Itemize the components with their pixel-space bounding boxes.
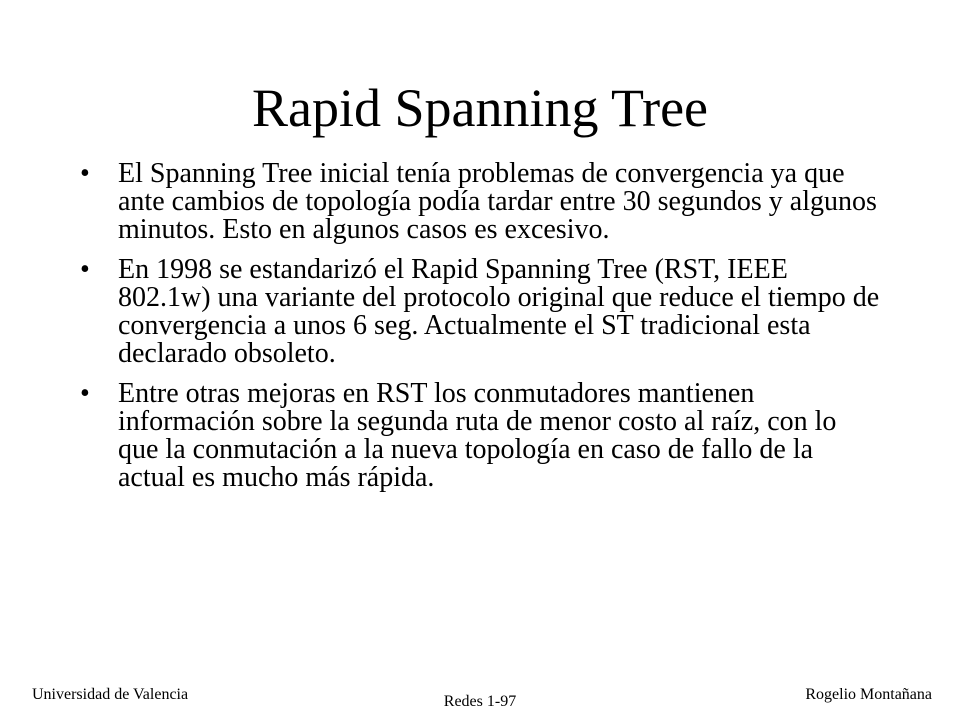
bullet-item	[80, 256, 880, 368]
bullet-text: En 1998 se estandarizó el Rapid Spanning Tree (RST, IEEE 802.1w) una variante del protocolo original que reduce el tiempo de convergencia a unos 6 seg. Actualmente el ST tradicional esta declarado obsoleto.	[118, 254, 880, 369]
bullet-text: Entre otras mejoras en RST los conmutadores mantienen información sobre la segunda ruta de menor costo al raíz, con lo que la conmutación a la nueva topología en caso de fallo de la actual es mucho más rápida.	[118, 378, 837, 493]
bullet-marker: •	[80, 254, 90, 285]
bullet-item	[80, 160, 880, 244]
bullet-marker: •	[80, 378, 90, 409]
footer-page-number: Redes 1-97	[443, 693, 517, 710]
bullet-list	[80, 160, 880, 504]
bullet-text: El Spanning Tree inicial tenía problemas de convergencia ya que ante cambios de topología podía tardar entre 30 segundos y algunos minutos. Esto en algunos casos es excesivo.	[118, 158, 877, 245]
bullet-item	[80, 380, 880, 492]
footer-author: Rogelio Montañana	[805, 686, 932, 703]
footer-institution: Universidad de Valencia	[32, 686, 189, 703]
slide-title: Rapid Spanning Tree	[251, 78, 709, 138]
bullet-marker: •	[80, 158, 90, 189]
